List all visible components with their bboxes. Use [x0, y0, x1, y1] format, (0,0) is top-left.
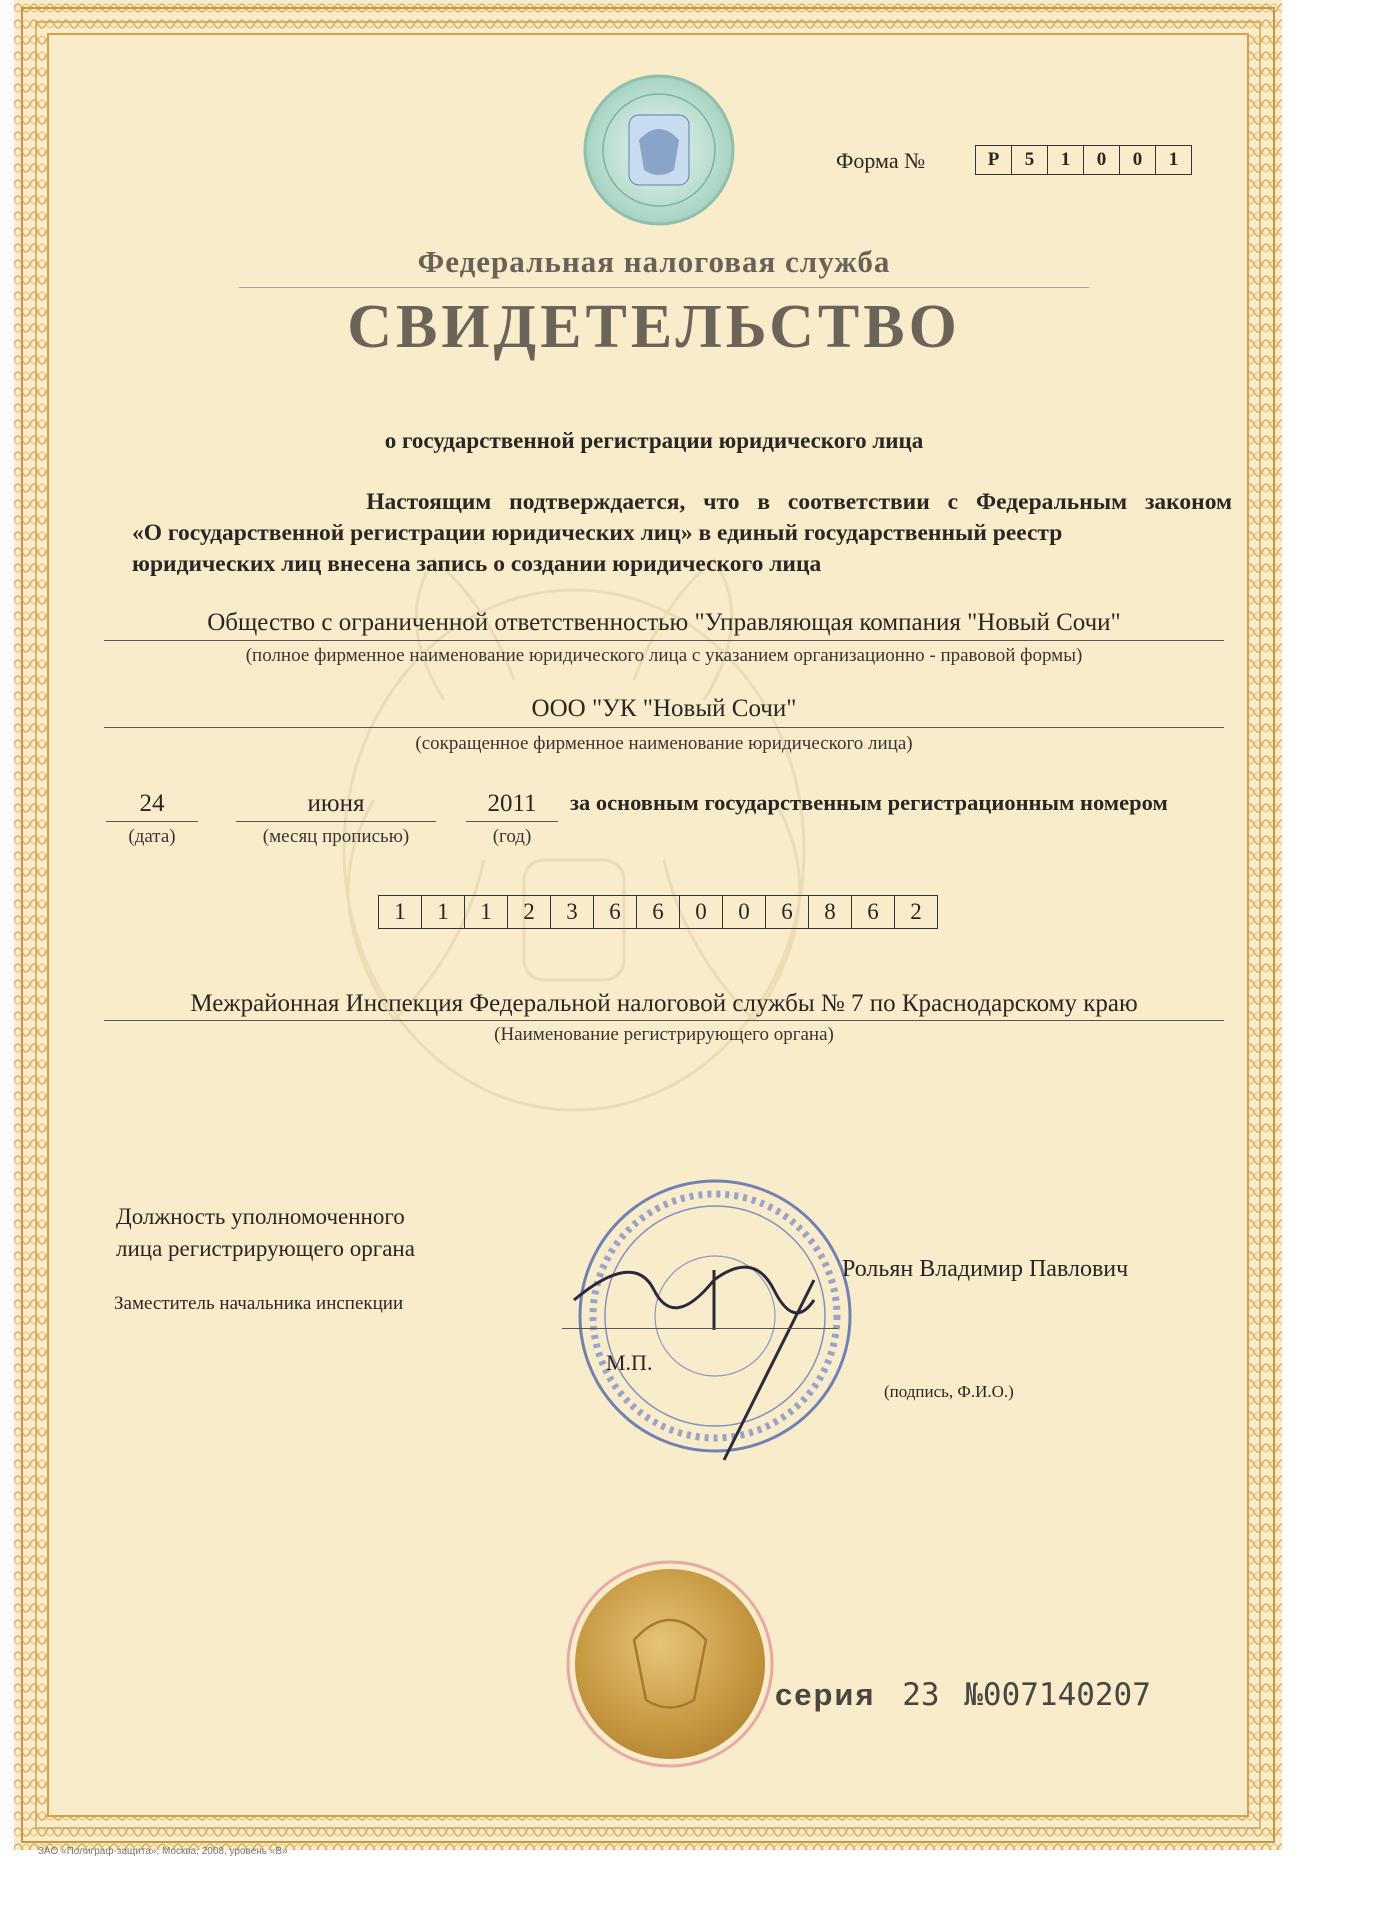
ogrn-digit: 6 — [851, 895, 895, 929]
ogrn-number-boxes — [379, 895, 938, 929]
signature-caption: (подпись, Ф.И.О.) — [884, 1382, 1014, 1401]
agency-title: Федеральная налоговая служба — [417, 244, 891, 279]
month-caption: (месяц прописью) — [262, 826, 410, 847]
day-caption: (дата) — [128, 826, 176, 847]
form-code-char: 0 — [1083, 145, 1120, 175]
seal-place-label: М.П. — [606, 1350, 653, 1375]
intro-line-3: юридических лиц внесена запись о создании юридического лица — [132, 551, 822, 577]
serial-label: серия — [775, 1677, 876, 1712]
form-code-char: Р — [975, 145, 1012, 175]
ogrn-digit: 2 — [507, 895, 551, 929]
ogrn-digit: 2 — [894, 895, 938, 929]
ogrn-digit: 6 — [765, 895, 809, 929]
hologram-emblem-icon — [585, 76, 733, 224]
day-underline — [106, 821, 198, 822]
form-code-char: 1 — [1155, 145, 1192, 175]
ogrn-digit: 1 — [378, 895, 422, 929]
signature-line — [562, 1328, 838, 1329]
title-divider — [239, 287, 1089, 288]
registration-day: 24 — [139, 790, 165, 817]
form-code-boxes — [976, 145, 1192, 175]
ogrn-digit: 8 — [808, 895, 852, 929]
year-underline — [466, 821, 558, 822]
ogrn-digit: 3 — [550, 895, 594, 929]
registration-month: июня — [307, 790, 365, 817]
ogrn-digit: 0 — [722, 895, 766, 929]
form-label: Форма № — [836, 148, 926, 173]
form-code-char: 0 — [1119, 145, 1156, 175]
serial-number — [775, 1677, 1151, 1713]
signer-position: Заместитель начальника инспекции — [114, 1293, 404, 1314]
serial-value: №007140207 — [964, 1677, 1151, 1713]
printer-imprint: ЗАО «Полиграф-защита», Москва, 2008, уровень «В» — [38, 1846, 288, 1857]
ogrn-digit: 6 — [636, 895, 680, 929]
authority-caption: (Наименование регистрирующего органа) — [494, 1024, 834, 1045]
certificate-sheet — [14, 0, 1282, 1850]
serial-region: 23 — [902, 1677, 940, 1713]
position-label-line-1: Должность уполномоченного — [116, 1204, 405, 1229]
gold-seal-icon — [568, 1562, 772, 1766]
ogrn-label: за основным государственным регистрационным номером — [570, 790, 1168, 815]
company-short-name: ООО "УК "Новый Сочи" — [531, 695, 797, 722]
month-underline — [236, 821, 436, 822]
form-code-char: 5 — [1011, 145, 1048, 175]
intro-line-2: «О государственной регистрации юридических лиц» в единый государственный реестр — [132, 520, 1063, 546]
short-name-underline — [104, 727, 1224, 728]
ogrn-digit: 1 — [421, 895, 465, 929]
signer-name: Рольян Владимир Павлович — [842, 1256, 1129, 1282]
authority-underline — [104, 1020, 1224, 1021]
ogrn-digit: 1 — [464, 895, 508, 929]
year-caption: (год) — [492, 826, 532, 847]
document-title: СВИДЕТЕЛЬСТВО — [347, 293, 961, 361]
short-name-caption: (сокращенное фирменное наименование юридического лица) — [415, 733, 913, 754]
registration-year: 2011 — [487, 790, 537, 817]
full-name-underline — [104, 640, 1224, 641]
company-full-name: Общество с ограниченной ответственностью "Управляющая компания "Новый Сочи" — [207, 609, 1121, 636]
registering-authority: Межрайонная Инспекция Федеральной налоговой службы № 7 по Краснодарскому краю — [190, 990, 1138, 1017]
form-code-char: 1 — [1047, 145, 1084, 175]
position-label-line-2: лица регистрирующего органа — [116, 1236, 415, 1261]
full-name-caption: (полное фирменное наименование юридического лица с указанием организационно - правовой формы) — [245, 645, 1083, 666]
document-subtitle: о государственной регистрации юридического лица — [384, 428, 924, 453]
intro-line-1: Настоящим подтверждается, что в соответствии с Федеральным законом — [366, 489, 1232, 515]
ogrn-digit: 0 — [679, 895, 723, 929]
ogrn-digit: 6 — [593, 895, 637, 929]
